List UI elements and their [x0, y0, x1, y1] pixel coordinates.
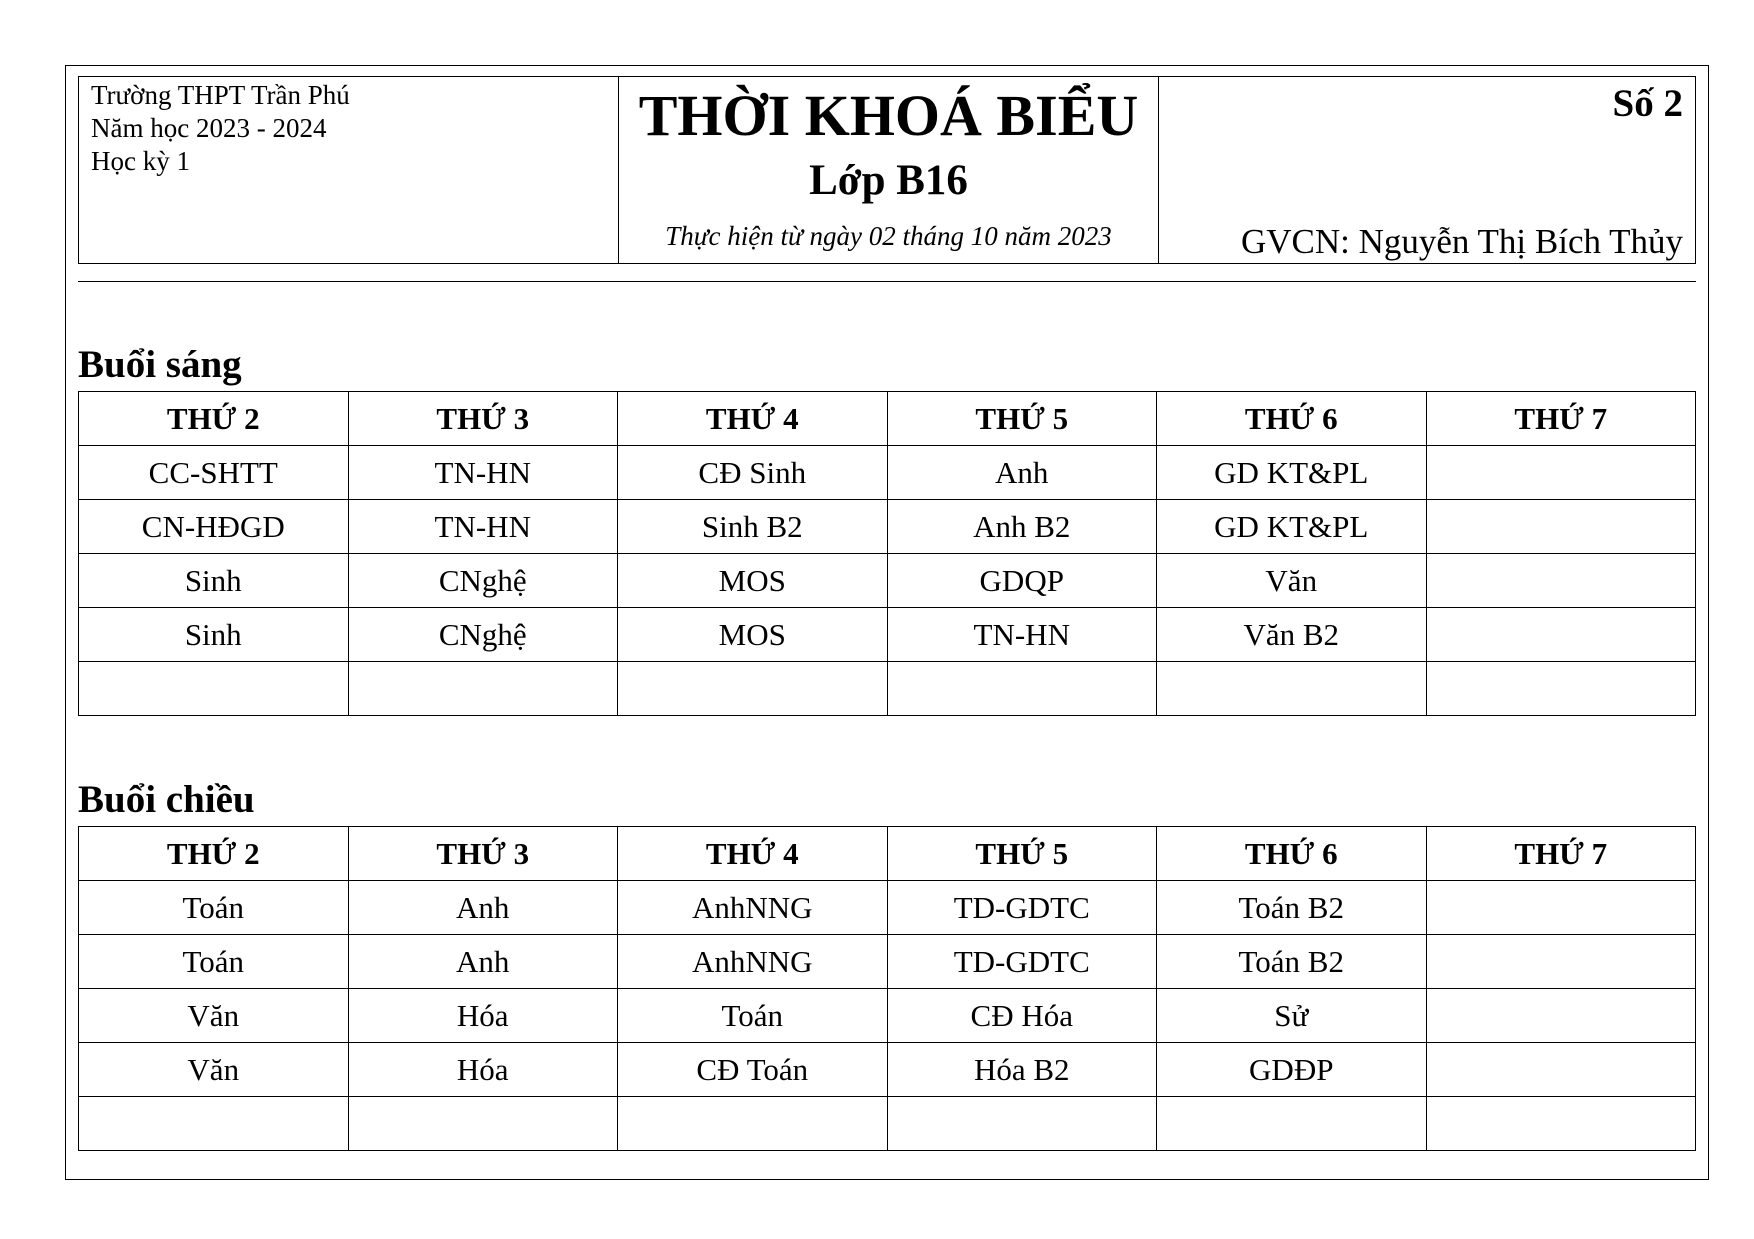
subject-cell — [1426, 989, 1696, 1043]
subject-cell: GDQP — [887, 554, 1157, 608]
subject-cell — [1426, 881, 1696, 935]
day-header: THỨ 6 — [1157, 392, 1427, 446]
subject-cell: MOS — [618, 554, 888, 608]
subject-cell — [887, 662, 1157, 716]
subject-cell: Hóa — [348, 1043, 618, 1097]
subject-cell — [1426, 1043, 1696, 1097]
morning-section-title: Buổi sáng — [78, 343, 242, 386]
subject-cell: CNghệ — [348, 554, 618, 608]
subject-cell — [1426, 608, 1696, 662]
subject-cell: CC-SHTT — [79, 446, 349, 500]
period-row — [79, 935, 1696, 989]
document-info — [1159, 77, 1695, 263]
subject-cell: Anh — [887, 446, 1157, 500]
school-name: Trường THPT Trần Phú — [91, 80, 350, 110]
day-header: THỨ 7 — [1426, 392, 1696, 446]
subject-cell: Văn — [79, 989, 349, 1043]
subject-cell — [1426, 935, 1696, 989]
subject-cell: TN-HN — [348, 500, 618, 554]
subject-cell: Anh B2 — [887, 500, 1157, 554]
morning-timetable — [78, 391, 1696, 716]
day-header: THỨ 6 — [1157, 827, 1427, 881]
header-row — [79, 392, 1696, 446]
day-header: THỨ 2 — [79, 392, 349, 446]
subject-cell — [618, 662, 888, 716]
header-divider — [78, 281, 1696, 282]
subject-cell: Hóa — [348, 989, 618, 1043]
period-row — [79, 662, 1696, 716]
subject-cell — [79, 1097, 349, 1151]
subject-cell: AnhNNG — [618, 935, 888, 989]
title-block — [619, 77, 1159, 263]
subject-cell: MOS — [618, 608, 888, 662]
period-row — [79, 1043, 1696, 1097]
subject-cell: Văn — [1157, 554, 1427, 608]
document-number: Số 2 — [1612, 82, 1683, 125]
subject-cell: TD-GDTC — [887, 935, 1157, 989]
subject-cell — [1157, 662, 1427, 716]
subject-cell: CĐ Sinh — [618, 446, 888, 500]
page-title: THỜI KHOÁ BIỂU — [638, 83, 1139, 148]
subject-cell: Toán — [79, 881, 349, 935]
subject-cell — [887, 1097, 1157, 1151]
period-row — [79, 881, 1696, 935]
school-info — [79, 77, 619, 263]
subject-cell: Sử — [1157, 989, 1427, 1043]
subject-cell: GDĐP — [1157, 1043, 1427, 1097]
day-header: THỨ 4 — [618, 392, 888, 446]
period-row — [79, 554, 1696, 608]
header-row — [79, 827, 1696, 881]
afternoon-timetable — [78, 826, 1696, 1151]
afternoon-section-title: Buổi chiều — [78, 778, 255, 821]
day-header: THỨ 3 — [348, 827, 618, 881]
subject-cell: Toán — [618, 989, 888, 1043]
subject-cell: CĐ Hóa — [887, 989, 1157, 1043]
subject-cell — [1426, 1097, 1696, 1151]
class-name: Lớp B16 — [809, 157, 968, 204]
homeroom-teacher: GVCN: Nguyễn Thị Bích Thủy — [1240, 222, 1683, 261]
subject-cell — [348, 662, 618, 716]
day-header: THỨ 5 — [887, 827, 1157, 881]
subject-cell: TN-HN — [348, 446, 618, 500]
day-header: THỨ 2 — [79, 827, 349, 881]
subject-cell: Anh — [348, 935, 618, 989]
subject-cell: Văn B2 — [1157, 608, 1427, 662]
effective-date: Thực hiện từ ngày 02 tháng 10 năm 2023 — [665, 221, 1112, 251]
subject-cell — [618, 1097, 888, 1151]
subject-cell: Anh — [348, 881, 618, 935]
semester: Học kỳ 1 — [91, 146, 190, 176]
subject-cell: TD-GDTC — [887, 881, 1157, 935]
subject-cell: CĐ Toán — [618, 1043, 888, 1097]
period-row — [79, 1097, 1696, 1151]
day-header: THỨ 7 — [1426, 827, 1696, 881]
subject-cell — [1426, 554, 1696, 608]
subject-cell — [1157, 1097, 1427, 1151]
header-box — [78, 76, 1696, 264]
period-row — [79, 989, 1696, 1043]
day-header: THỨ 3 — [348, 392, 618, 446]
subject-cell: Hóa B2 — [887, 1043, 1157, 1097]
subject-cell: CNghệ — [348, 608, 618, 662]
period-row — [79, 446, 1696, 500]
period-row — [79, 500, 1696, 554]
subject-cell: Toán B2 — [1157, 881, 1427, 935]
subject-cell: CN-HĐGD — [79, 500, 349, 554]
day-header: THỨ 4 — [618, 827, 888, 881]
subject-cell — [1426, 500, 1696, 554]
subject-cell — [79, 662, 349, 716]
subject-cell: Toán — [79, 935, 349, 989]
period-row — [79, 608, 1696, 662]
subject-cell — [1426, 662, 1696, 716]
subject-cell: Sinh B2 — [618, 500, 888, 554]
subject-cell: Văn — [79, 1043, 349, 1097]
subject-cell: TN-HN — [887, 608, 1157, 662]
subject-cell: GD KT&PL — [1157, 500, 1427, 554]
subject-cell: Sinh — [79, 554, 349, 608]
subject-cell: Sinh — [79, 608, 349, 662]
subject-cell: GD KT&PL — [1157, 446, 1427, 500]
day-header: THỨ 5 — [887, 392, 1157, 446]
subject-cell — [348, 1097, 618, 1151]
subject-cell — [1426, 446, 1696, 500]
school-year: Năm học 2023 - 2024 — [91, 113, 327, 143]
subject-cell: Toán B2 — [1157, 935, 1427, 989]
subject-cell: AnhNNG — [618, 881, 888, 935]
